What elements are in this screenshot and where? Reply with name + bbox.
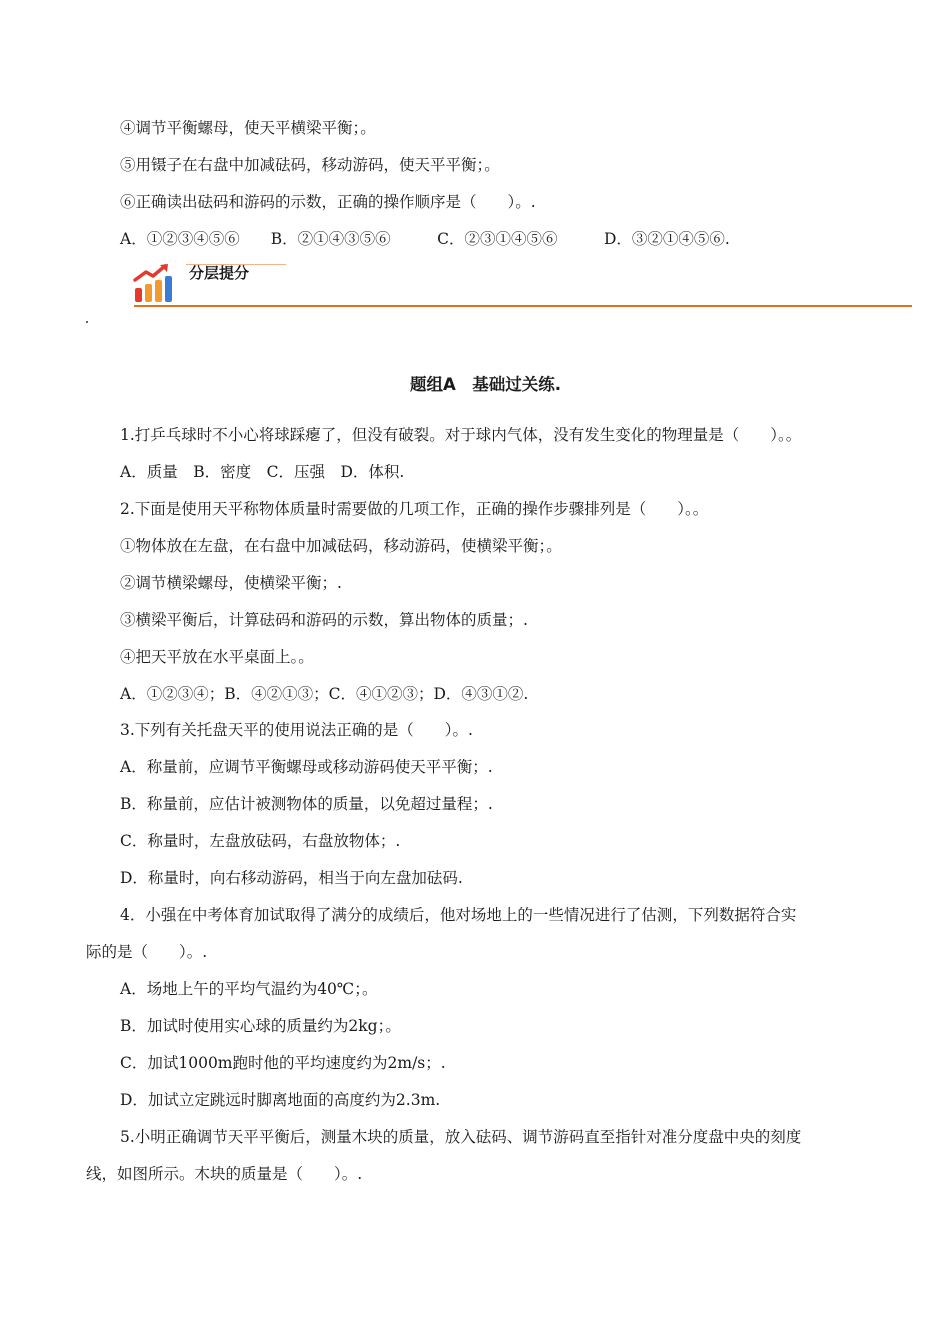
- question-4-option-c: C．加试1000m跑时他的平均速度约为2m/s；.: [120, 1054, 446, 1072]
- question-2-step-3: ③横梁平衡后，计算砝码和游码的示数，算出物体的质量；.: [120, 611, 528, 629]
- question-3-option-d: D．称量时，向右移动游码，相当于向左盘加砝码.: [120, 869, 463, 887]
- question-2-options: A．①②③④；B．④②①③；C．④①②③；D．④③①②.: [120, 685, 529, 703]
- question-2-step-4: ④把天平放在水平桌面上。。: [120, 648, 314, 666]
- rising-bar-chart-icon: [132, 262, 176, 304]
- prev-question-step-4: ④调节平衡螺母，使天平横梁平衡；。: [120, 119, 376, 137]
- question-3-option-a: A．称量前，应调节平衡螺母或移动游码使天平平衡；.: [120, 758, 493, 776]
- question-5-stem-line-2: 线，如图所示。木块的质量是（ ）。.: [86, 1165, 363, 1183]
- section-title: 题组A 基础过关练.: [410, 375, 562, 394]
- question-4-stem-line-2: 际的是（ ）。.: [86, 943, 208, 961]
- question-2-stem: 2.下面是使用天平称物体质量时需要做的几项工作，正确的操作步骤排列是（ ）。。: [120, 500, 709, 518]
- question-4-stem-line-1: 4．小强在中考体育加试取得了满分的成绩后，他对场地上的一些情况进行了估测，下列数据符合实: [120, 906, 797, 924]
- question-1-options: A．质量 B．密度 C．压强 D．体积.: [120, 463, 405, 481]
- question-5-stem-line-1: 5.小明正确调节天平平衡后，测量木块的质量，放入砝码、调节游码直至指针对准分度盘中央的刻度: [120, 1128, 802, 1146]
- question-4-option-d: D．加试立定跳远时脚离地面的高度约为2.3m.: [120, 1091, 441, 1109]
- question-4-option-a: A．场地上午的平均气温约为40℃；。: [120, 980, 378, 998]
- prev-question-options: A．①②③④⑤⑥ B．②①④③⑤⑥ C．②③①④⑤⑥ D．③②①④⑤⑥.: [120, 230, 730, 248]
- question-1-stem: 1.打乒乓球时不小心将球踩瘪了，但没有破裂。对于球内气体，没有发生变化的物理量是（ ）。。: [120, 426, 802, 444]
- prev-question-step-5: ⑤用镊子在右盘中加减砝码，移动游码，使天平平衡；。: [120, 156, 500, 174]
- question-2-step-1: ①物体放在左盘，在右盘中加减砝码，移动游码，使横梁平衡；。: [120, 537, 562, 555]
- question-3-option-c: C．称量时，左盘放砝码，右盘放物体；.: [120, 832, 401, 850]
- question-4-option-b: B．加试时使用实心球的质量约为2kg；。: [120, 1017, 401, 1035]
- margin-mark: [86, 321, 88, 323]
- banner-rule: [134, 305, 912, 307]
- question-3-option-b: B．称量前，应估计被测物体的质量，以免超过量程；.: [120, 795, 493, 813]
- prev-question-step-6: ⑥正确读出砝码和游码的示数，正确的操作顺序是（ ）。.: [120, 193, 536, 211]
- banner-label: 分层提分: [189, 264, 250, 282]
- question-3-stem: 3.下列有关托盘天平的使用说法正确的是（ ）。.: [120, 721, 473, 739]
- question-2-step-2: ②调节横梁螺母，使横梁平衡；.: [120, 574, 342, 592]
